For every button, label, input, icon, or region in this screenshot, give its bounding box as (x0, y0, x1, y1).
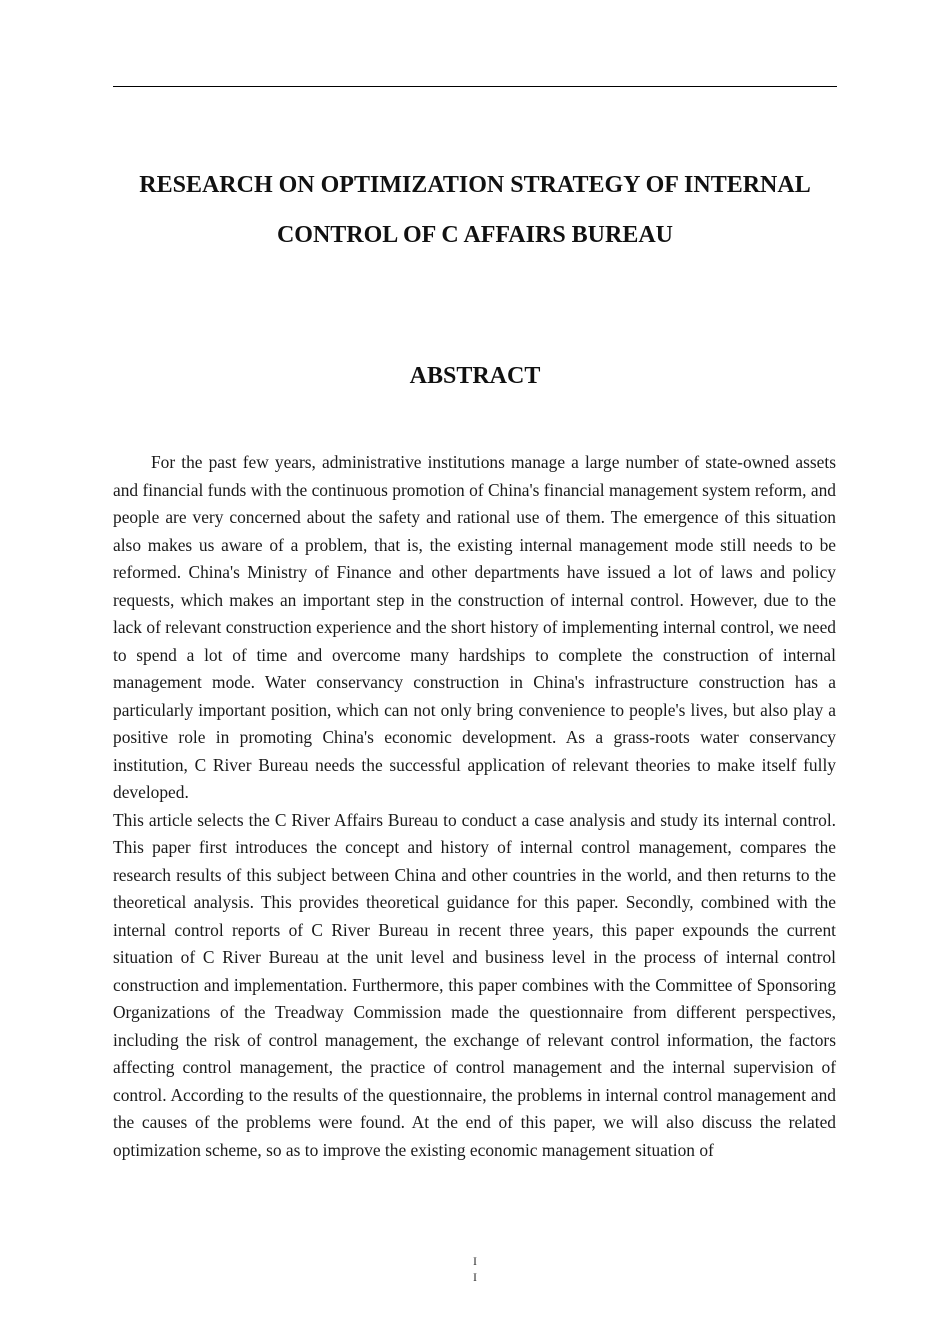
paper-title-line-1: RESEARCH ON OPTIMIZATION STRATEGY OF INTERNAL (139, 172, 811, 198)
paper-title-line-2: CONTROL OF C AFFAIRS BUREAU (276, 222, 674, 248)
abstract-body (113, 449, 836, 1164)
abstract-paragraph-1: For the past few years, administrative institutions manage a large number of state-owned assets and financial funds with the continuous promotion of China's financial management system reform, and people are very concerned about the safety and rational use of them. The emergence of this situation also makes us aware of a problem, that is, the existing internal management mode still needs to be reformed. China's Ministry of Finance and other departments have issued a lot of laws and policy requests, which makes an important step in the construction of internal control. However, due to the lack of relevant construction experience and the short history of implementing internal control, we need to spend a lot of time and overcome many hardships to complete the construction of internal management mode. Water conservancy construction in China's infrastructure construction has a particularly important position, which can not only bring convenience to people's lives, but also play a positive role in promoting China's economic development. As a grass-roots water conservancy institution, C River Bureau needs the successful application of relevant theories to make itself fully developed. (113, 452, 836, 802)
page-number-line-1: I (473, 1254, 477, 1268)
abstract-paragraph-2: This article selects the C River Affairs Bureau to conduct a case analysis and study its internal control. This paper first introduces the concept and history of internal control management, compares the research results of this subject between China and other countries in the world, and then returns to the theoretical analysis. This provides theoretical guidance for this paper. Secondly, combined with the internal control reports of C River Bureau in recent three years, this paper expounds the current situation of C River Bureau at the unit level and business level in the process of internal control construction and implementation. Furthermore, this paper combines with the Committee of Sponsoring Organizations of the Treadway Commission made the questionnaire from different perspectives, including the risk of control management, the exchange of relevant control information, the factors affecting control management, the practice of control management and the internal supervision of control. According to the results of the questionnaire, the problems in internal control management and the causes of the problems were found. At the end of this paper, we will also discuss the related optimization scheme, so as to improve the existing economic management situation of (113, 809, 836, 1160)
header-rule (113, 86, 837, 87)
abstract-heading: ABSTRACT (409, 363, 541, 389)
paper-title (113, 160, 837, 260)
page-number-line-2: I (473, 1270, 477, 1284)
page-number (465, 1253, 485, 1285)
